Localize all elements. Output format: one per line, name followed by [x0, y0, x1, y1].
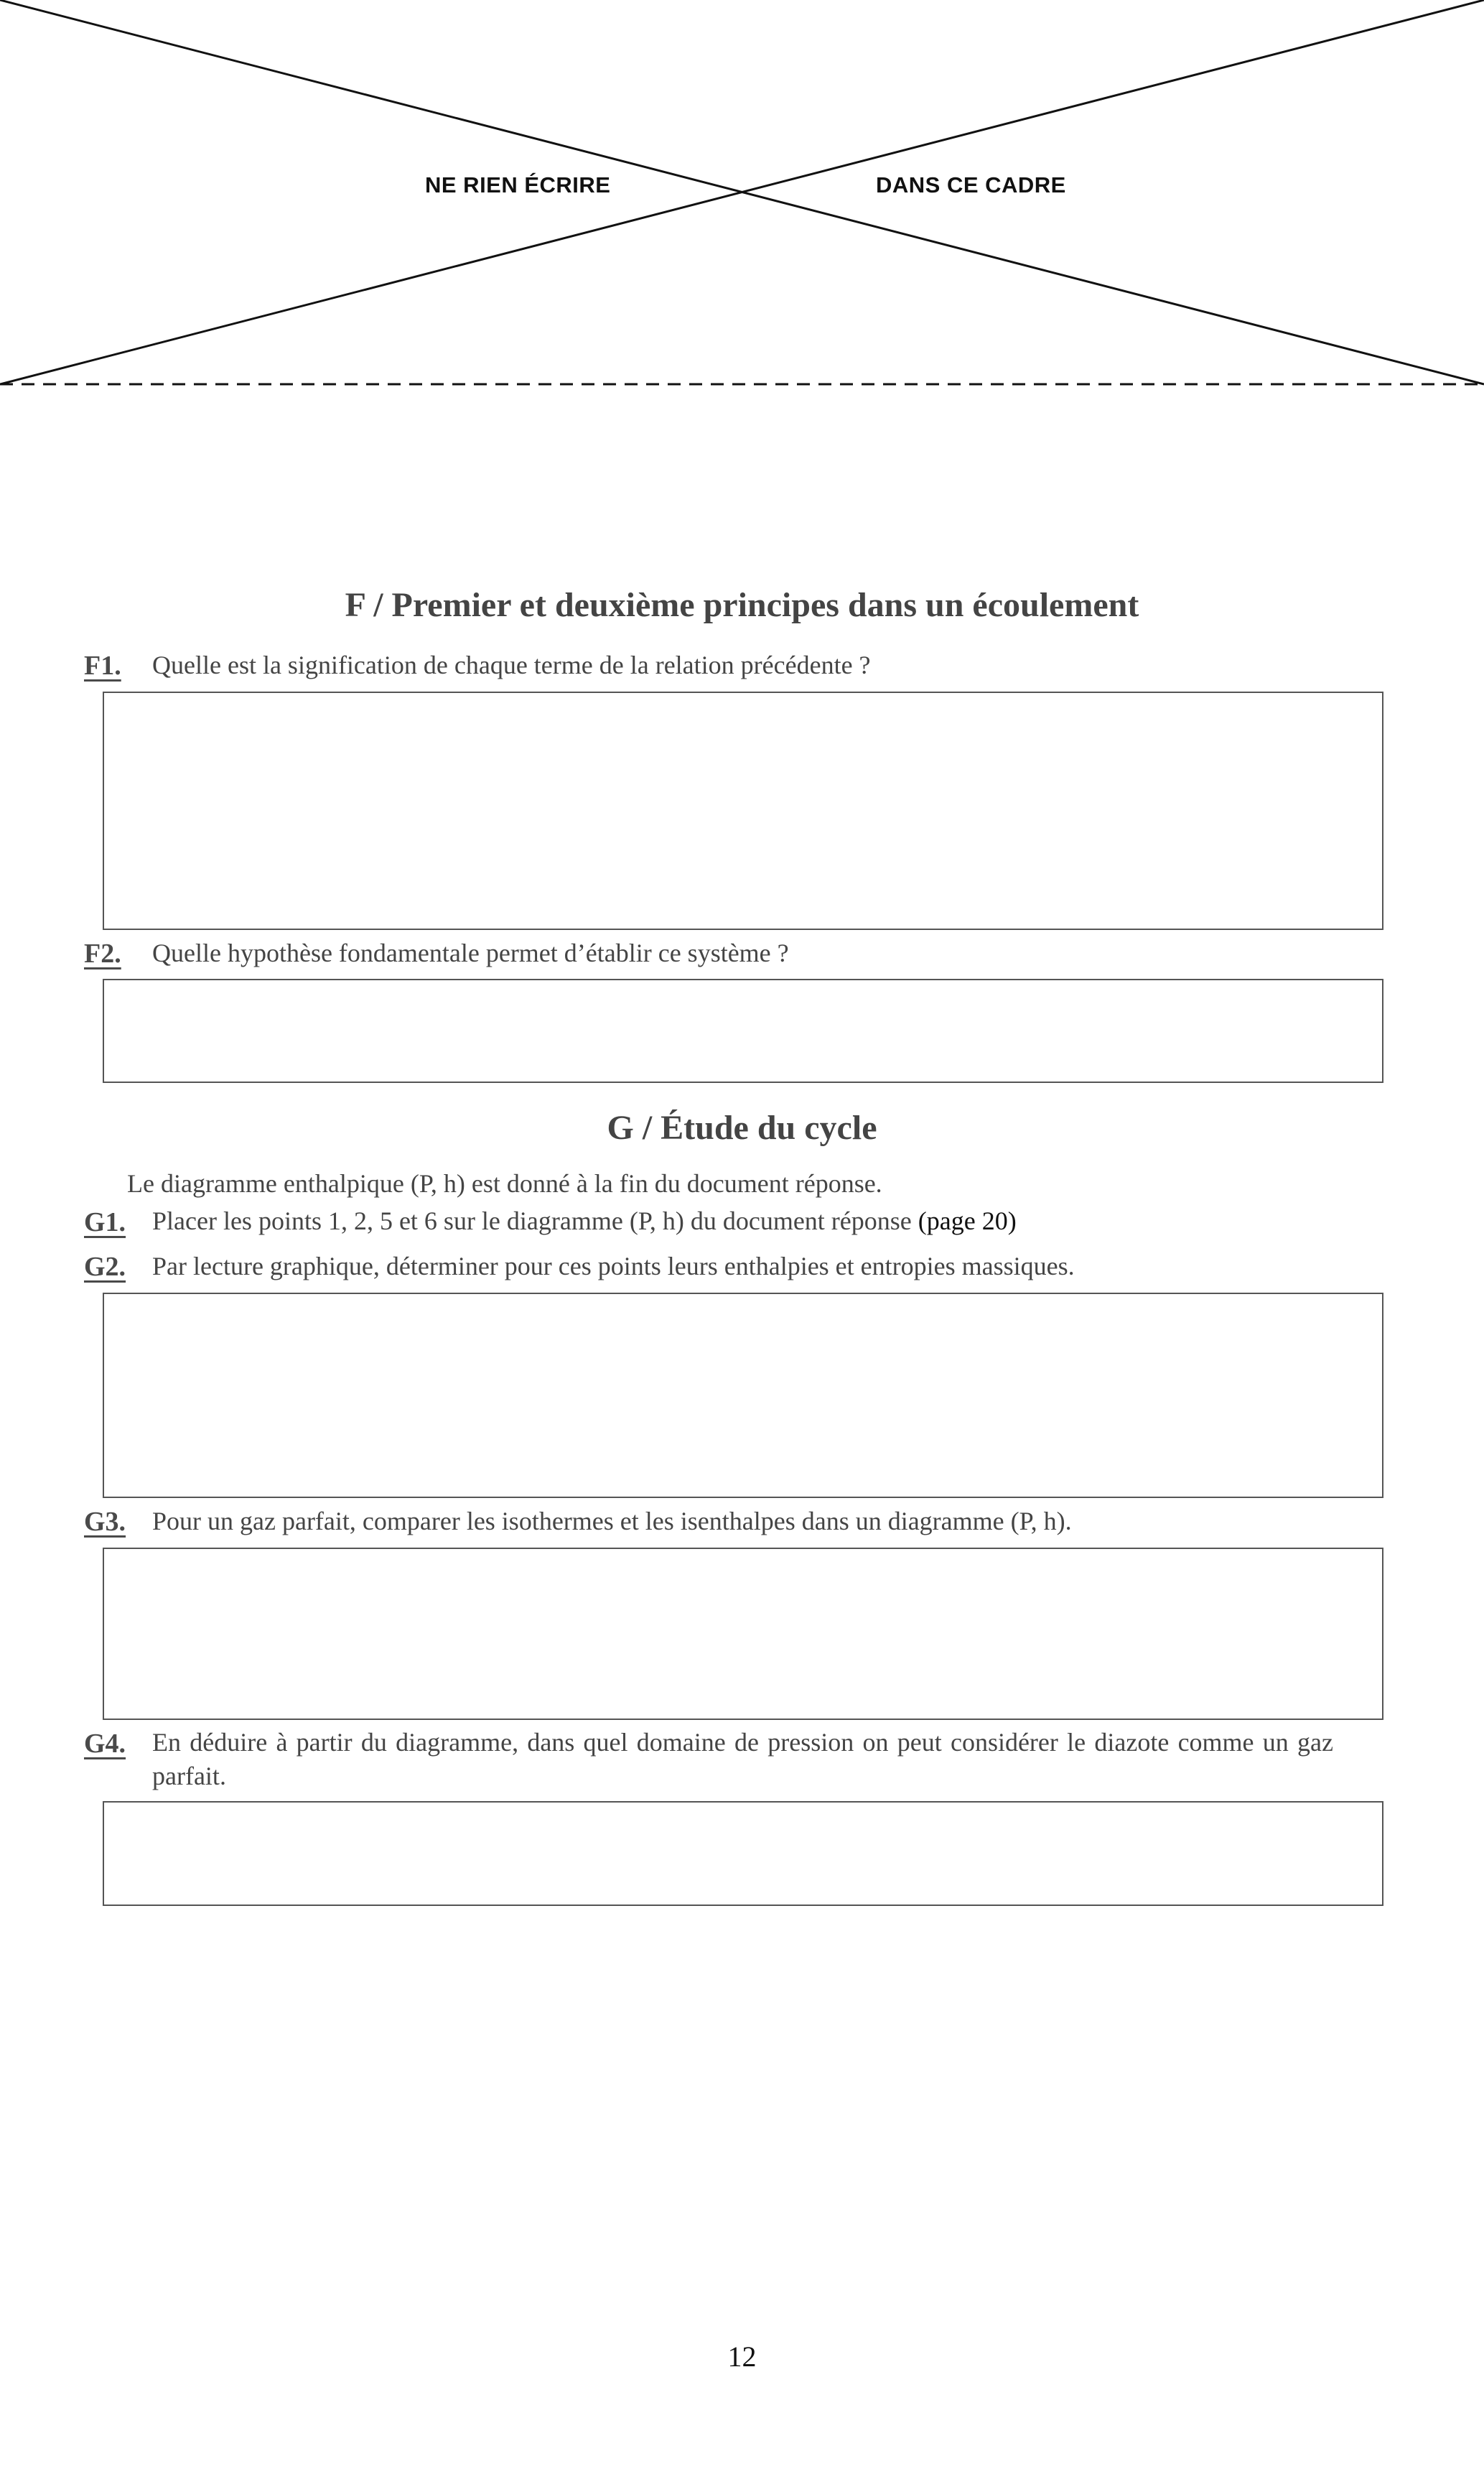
question-label-g1: G1.: [84, 1207, 126, 1237]
answer-box-g4[interactable]: [103, 1801, 1383, 1906]
no-write-label-right: DANS CE CADRE: [876, 172, 1066, 197]
answer-box-f1[interactable]: [103, 692, 1383, 930]
section-f-title: F / Premier et deuxième principes dans un écoulement: [345, 586, 1139, 624]
question-text-f1: Quelle est la signification de chaque terme de la relation précédente ?: [152, 651, 871, 679]
no-write-label-left: NE RIEN ÉCRIRE: [425, 172, 611, 197]
question-text-f2: Quelle hypothèse fondamentale permet d’établir ce système ?: [152, 939, 789, 967]
answer-box-g3[interactable]: [103, 1548, 1383, 1720]
section-g-intro: Le diagramme enthalpique (P, h) est donné à la fin du document réponse.: [127, 1169, 882, 1198]
question-label-g2: G2.: [84, 1252, 126, 1282]
no-write-zone-frame: [0, 0, 1484, 388]
question-label-f2: F2.: [84, 939, 121, 969]
answer-box-f2[interactable]: [103, 979, 1383, 1083]
question-label-f1: F1.: [84, 651, 121, 681]
question-text-g1-body: Placer les points 1, 2, 5 et 6 sur le diagramme (P, h) du document réponse: [152, 1206, 912, 1235]
section-g-title: G / Étude du cycle: [607, 1109, 877, 1147]
question-label-g3: G3.: [84, 1507, 126, 1537]
question-text-g3: Pour un gaz parfait, comparer les isothermes et les isenthalpes dans un diagramme (P, h).: [152, 1507, 1072, 1535]
question-label-g4: G4.: [84, 1729, 126, 1759]
question-text-g4: En déduire à partir du diagramme, dans quel domaine de pression on peut considérer le diazote comme un gaz parfait.: [152, 1728, 1333, 1790]
page-number: 12: [727, 2340, 757, 2373]
question-text-g1: [152, 1204, 1333, 1238]
page-20-link[interactable]: (page 20): [918, 1206, 1017, 1235]
answer-box-g2[interactable]: [103, 1293, 1383, 1498]
question-text-g2: Par lecture graphique, déterminer pour ces points leurs enthalpies et entropies massiques.: [152, 1252, 1075, 1280]
